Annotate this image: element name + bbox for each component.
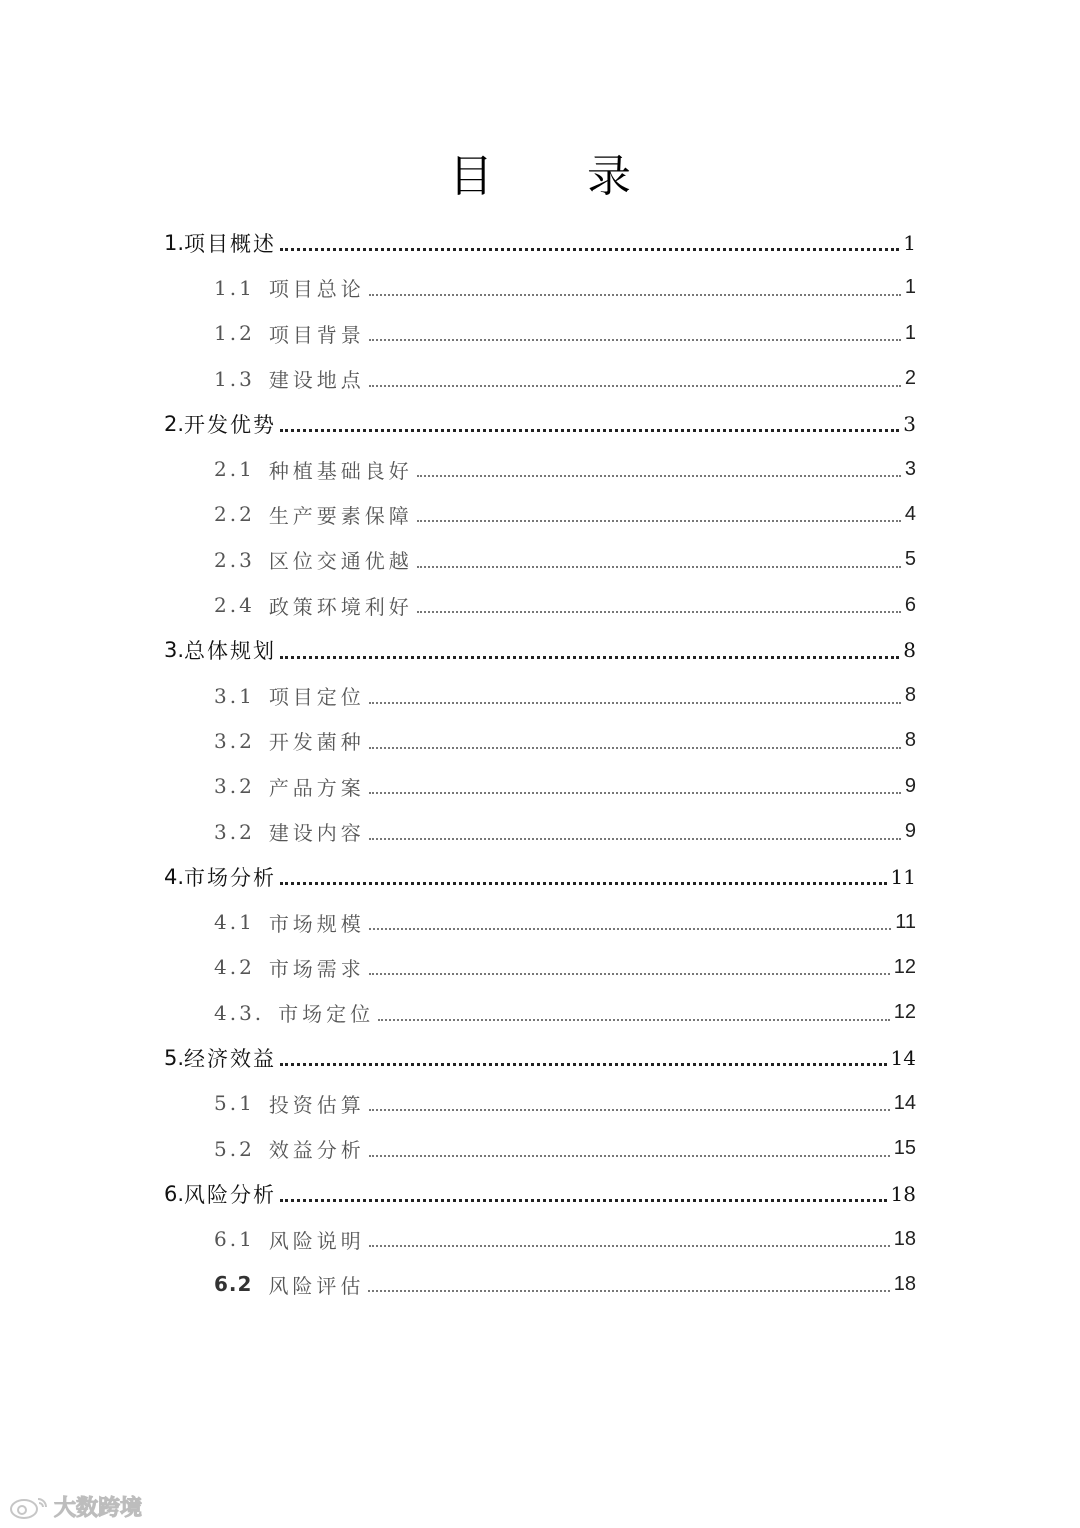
toc-entry-number: 6.2 (214, 1272, 253, 1297)
weibo-logo-icon (8, 1494, 52, 1520)
toc-title: 目 录 (449, 151, 671, 202)
toc-entry-number: 1.1 (214, 275, 255, 300)
toc-page-number: 12 (893, 955, 916, 978)
toc-page-number: 11 (890, 864, 916, 889)
toc-chapter-entry[interactable] (164, 220, 916, 265)
toc-dot-leader (369, 792, 901, 794)
toc-entry-number: 3.2 (214, 819, 255, 844)
toc-page-number: 1 (904, 276, 916, 299)
toc-entry-label: 建设地点 (268, 368, 365, 393)
toc-entry-number: 3. (164, 638, 185, 663)
toc-page-number: 8 (904, 729, 916, 752)
toc-entry-label: 风险说明 (268, 1228, 365, 1253)
toc-section-entry[interactable] (164, 899, 916, 944)
toc-entry-number: 3.1 (214, 683, 255, 708)
toc-dot-leader (369, 1245, 890, 1247)
toc-dot-leader (369, 702, 901, 704)
toc-section-entry[interactable] (164, 265, 916, 310)
toc-entry-label: 项目定位 (268, 685, 365, 710)
toc-entry-number: 4.3. (214, 1000, 265, 1025)
toc-dot-leader (280, 882, 887, 885)
toc-entry-label: 开发优势 (184, 412, 277, 437)
toc-entry-label: 效益分析 (268, 1138, 365, 1163)
toc-page-number: 12 (893, 1001, 916, 1024)
toc-entry-label: 总体规划 (184, 639, 277, 664)
toc-dot-leader (369, 294, 901, 296)
toc-section-entry[interactable] (164, 1262, 916, 1307)
toc-section-entry[interactable] (164, 809, 916, 854)
toc-section-entry[interactable] (164, 718, 916, 763)
toc-section-entry[interactable] (164, 764, 916, 809)
toc-section-entry[interactable] (164, 673, 916, 718)
toc-chapter-entry[interactable] (164, 1171, 916, 1216)
toc-dot-leader (280, 248, 899, 251)
toc-page-number: 18 (890, 1181, 916, 1206)
toc-dot-leader (369, 928, 891, 930)
toc-chapter-entry[interactable] (164, 628, 916, 673)
toc-dot-leader (417, 520, 901, 522)
toc-entry-label: 市场需求 (268, 956, 365, 981)
toc-entry-number: 4.2 (214, 955, 255, 980)
toc-entry-label: 市场定位 (278, 1002, 375, 1027)
toc-entry-label: 政策环境利好 (268, 594, 413, 619)
toc-entry-label: 开发菌种 (268, 730, 365, 755)
toc-entry-number: 1.3 (214, 366, 255, 391)
toc-entry-label: 项目总论 (268, 277, 365, 302)
toc-entry-number: 2. (164, 411, 185, 436)
toc-entry-label: 经济效益 (184, 1046, 277, 1071)
toc-section-entry[interactable] (164, 492, 916, 537)
toc-page-number: 18 (893, 1227, 916, 1250)
toc-page-number: 9 (904, 820, 916, 842)
toc-page-number: 5 (904, 548, 916, 571)
toc-page-number: 1 (904, 321, 916, 344)
toc-entry-label: 投资估算 (268, 1092, 365, 1117)
toc-chapter-entry[interactable] (164, 1035, 916, 1080)
toc-dot-leader (417, 566, 901, 568)
toc-entry-number: 2.1 (214, 457, 255, 482)
toc-entry-label: 建设内容 (268, 821, 365, 845)
toc-section-entry[interactable] (164, 356, 916, 401)
toc-entry-label: 产品方案 (268, 775, 365, 800)
toc-page-number: 2 (904, 367, 916, 390)
toc-entry-number: 4.1 (214, 910, 255, 935)
toc-entry-label: 区位交通优越 (268, 549, 413, 574)
toc-section-entry[interactable] (164, 1126, 916, 1171)
toc-dot-leader (369, 1109, 890, 1111)
toc-page-number: 9 (904, 774, 916, 797)
toc-section-entry[interactable] (164, 990, 916, 1035)
toc-section-entry[interactable] (164, 1217, 916, 1262)
toc-entry-label: 风险分析 (184, 1182, 277, 1207)
toc-entry-label: 市场规模 (268, 911, 365, 936)
toc-page-number: 3 (903, 411, 916, 436)
toc-dot-leader (280, 656, 899, 659)
toc-entry-number: 2.4 (214, 593, 255, 618)
toc-dot-leader (368, 1290, 889, 1292)
toc-entry-label: 种植基础良好 (268, 458, 413, 483)
toc-page-number: 14 (893, 1091, 916, 1114)
toc-dot-leader (280, 1199, 887, 1202)
toc-page-number: 4 (904, 502, 916, 525)
toc-page-number: 11 (895, 910, 916, 933)
toc-dot-leader (369, 838, 901, 840)
toc-dot-leader (280, 429, 899, 432)
toc-entry-label: 市场分析 (184, 865, 277, 890)
toc-dot-leader (369, 747, 901, 749)
toc-page-number: 1 (903, 230, 916, 255)
toc-entry-number: 4. (164, 864, 185, 889)
toc-entry-number: 3.2 (214, 774, 255, 799)
toc-dot-leader (417, 611, 901, 613)
toc-entry-number: 6. (164, 1181, 185, 1206)
toc-entry-number: 1.2 (214, 321, 255, 346)
toc-entry-label: 风险评估 (268, 1273, 365, 1298)
toc-section-entry[interactable] (164, 1081, 916, 1126)
toc-entry-number: 2.3 (214, 547, 255, 572)
toc-entry-number: 5. (164, 1045, 185, 1070)
toc-dot-leader (280, 1063, 887, 1066)
toc-entry-number: 6.1 (214, 1227, 255, 1252)
toc-section-entry[interactable] (164, 311, 916, 356)
table-of-contents (164, 220, 916, 1307)
toc-chapter-entry[interactable] (164, 854, 916, 899)
toc-page-number: 14 (890, 1045, 916, 1070)
toc-page-number: 8 (904, 684, 916, 707)
toc-dot-leader (378, 1019, 890, 1021)
toc-section-entry[interactable] (164, 446, 916, 491)
toc-page-number: 6 (904, 593, 916, 616)
toc-entry-label: 项目概述 (184, 231, 277, 256)
toc-entry-number: 5.1 (214, 1091, 255, 1116)
watermark-text: 大数跨境 (54, 1496, 143, 1521)
toc-section-entry[interactable] (164, 537, 916, 582)
toc-page-number: 18 (893, 1272, 916, 1295)
toc-dot-leader (369, 339, 901, 341)
toc-entry-number: 1. (164, 230, 185, 255)
toc-entry-number: 2.2 (214, 502, 255, 527)
toc-entry-label: 项目背景 (268, 322, 365, 347)
toc-entry-number: 3.2 (214, 728, 255, 753)
toc-dot-leader (417, 475, 901, 477)
toc-entry-label: 生产要素保障 (268, 503, 413, 528)
toc-page-number: 15 (893, 1137, 916, 1160)
toc-section-entry[interactable] (164, 582, 916, 627)
toc-entry-number: 5.2 (214, 1136, 255, 1161)
watermark (8, 1491, 142, 1522)
toc-chapter-entry[interactable] (164, 401, 916, 446)
toc-page-number: 8 (903, 638, 916, 663)
toc-section-entry[interactable] (164, 945, 916, 990)
toc-dot-leader (369, 385, 901, 387)
toc-dot-leader (369, 1155, 890, 1157)
toc-page-number: 3 (904, 457, 916, 480)
toc-dot-leader (369, 973, 890, 975)
